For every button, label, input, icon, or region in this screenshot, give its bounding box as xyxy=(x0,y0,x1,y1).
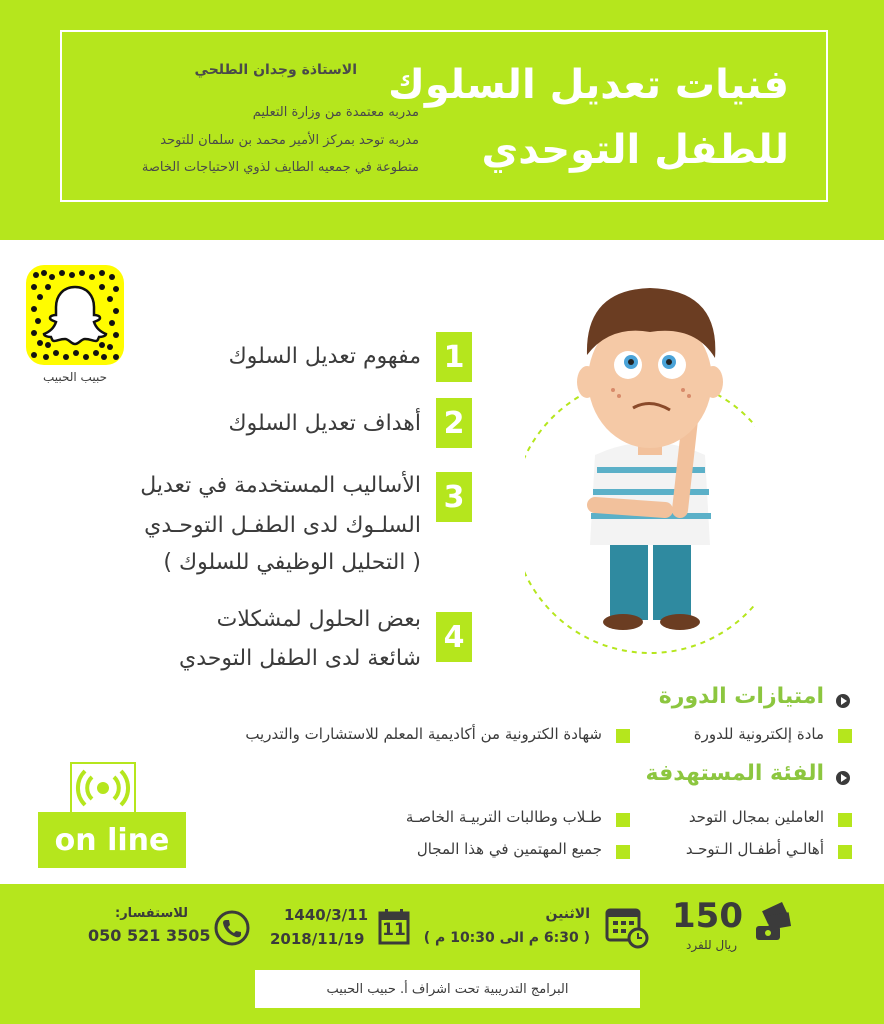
online-badge-frame xyxy=(70,762,136,812)
thinking-boy-illustration xyxy=(525,270,755,670)
course-day: الاثنين xyxy=(545,906,590,922)
topic-title-line: بعض الحلول لمشكلات xyxy=(216,607,421,632)
broadcast-icon xyxy=(72,764,134,812)
bullet-square-icon xyxy=(838,729,852,743)
snapchat-icon[interactable] xyxy=(26,265,124,365)
topic-number-badge: 1 xyxy=(436,332,472,382)
contact-phone[interactable]: 050 521 3505 xyxy=(88,926,211,945)
benefit-item: شهادة الكترونية من أكاديمية المعلم للاستشارات والتدريب xyxy=(245,725,602,743)
trainer-name: الاستاذة وجدان الطلحي xyxy=(194,62,357,78)
supervision-note: البرامج التدريبية تحت اشراف أ. حبيب الحبيب xyxy=(255,970,640,1008)
course-time: ( 6:30 م الى 10:30 م ) xyxy=(423,930,590,946)
price-unit: ريال للفرد xyxy=(686,938,737,952)
audience-item: جميع المهتمين في هذا المجال xyxy=(416,840,602,858)
date-hijri: 1440/3/11 xyxy=(284,906,369,924)
topic-title-line: السلـوك لدى الطفـل التوحـدي xyxy=(144,513,421,538)
topic-title-line: شائعة لدى الطفل التوحدي xyxy=(179,646,421,671)
benefits-heading: امتيازات الدورة xyxy=(658,684,824,709)
play-icon xyxy=(836,771,850,785)
topic-number-badge: 4 xyxy=(436,612,472,662)
contact-label: للاستفسار: xyxy=(115,906,188,921)
phone-icon[interactable] xyxy=(214,910,250,946)
calendar-icon xyxy=(378,908,410,946)
price-value: 150 xyxy=(672,896,743,936)
topic-number-badge: 3 xyxy=(436,472,472,522)
bullet-square-icon xyxy=(616,813,630,827)
audience-item: أهالـي أطفـال الـتوحـد xyxy=(685,840,824,858)
money-icon xyxy=(752,902,796,946)
bullet-square-icon xyxy=(838,813,852,827)
date-gregorian: 2018/11/19 xyxy=(270,930,365,948)
play-icon xyxy=(836,694,850,708)
topic-title: مفهوم تعديل السلوك xyxy=(228,344,421,369)
trainer-credential: متطوعة في جمعيه الطايف لذوي الاحتياجات الخاصة xyxy=(141,160,419,175)
online-badge: on line xyxy=(38,812,186,868)
audience-item: العاملين بمجال التوحد xyxy=(688,808,824,826)
bullet-square-icon xyxy=(838,845,852,859)
course-title-line1: فنيات تعديل السلوك xyxy=(388,62,789,108)
course-title-line2: للطفل التوحدي xyxy=(481,127,789,173)
calendar-day-number: 11 xyxy=(382,920,406,940)
topic-title: أهداف تعديل السلوك xyxy=(228,411,421,436)
topic-number-badge: 2 xyxy=(436,398,472,448)
snapchat-username: حبيب الحبيب xyxy=(42,370,108,384)
bullet-square-icon xyxy=(616,845,630,859)
calendar-clock-icon xyxy=(604,904,650,950)
audience-item: طـلاب وطالبات التربيـة الخاصـة xyxy=(405,808,602,826)
bullet-square-icon xyxy=(616,729,630,743)
trainer-credential: مدربه معتمدة من وزارة التعليم xyxy=(252,105,419,120)
trainer-credential: مدربه توحد بمركز الأمير محمد بن سلمان للتوحد xyxy=(160,133,419,148)
topic-title-line: ( التحليل الوظيفي للسلوك ) xyxy=(163,550,421,575)
topic-title-line: الأساليب المستخدمة في تعديل xyxy=(140,473,421,498)
benefit-item: مادة إلكترونية للدورة xyxy=(693,725,824,743)
audience-heading: الفئة المستهدفة xyxy=(645,761,824,786)
header-frame xyxy=(60,30,828,202)
